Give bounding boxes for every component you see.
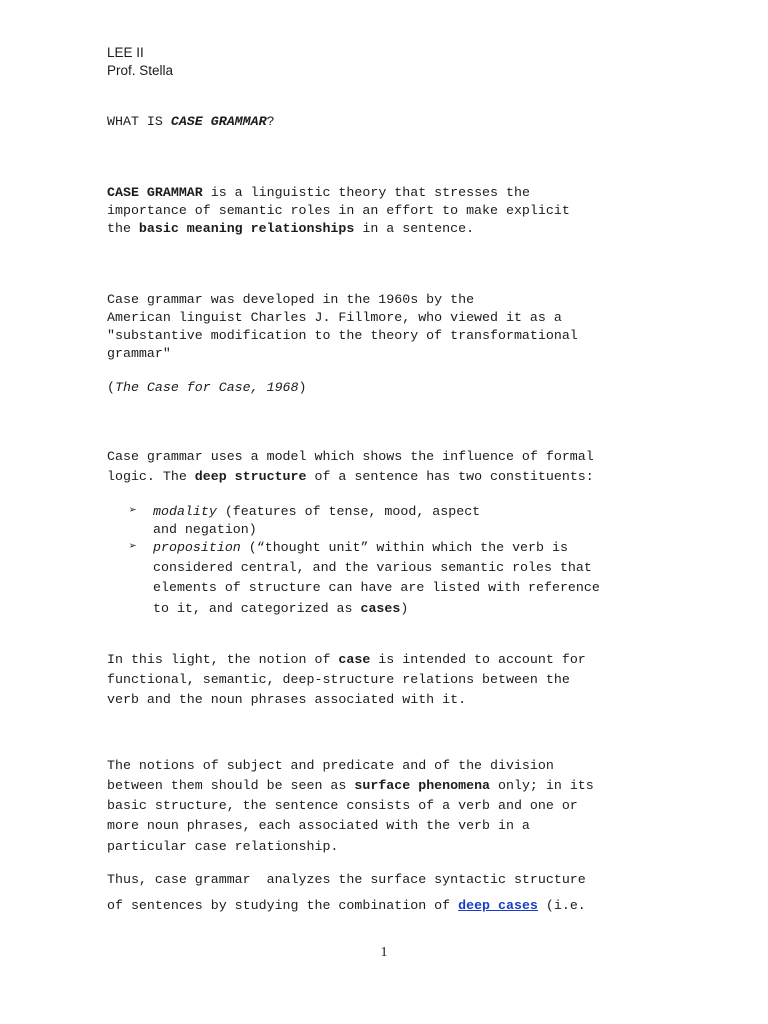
title-emphasis: CASE GRAMMAR	[170, 114, 267, 129]
arrow-bullet-icon: ➢	[129, 503, 137, 518]
arrow-bullet-icon: ➢	[129, 539, 137, 554]
professor-name: Prof. Stella	[107, 63, 174, 78]
course-name: LEE II	[107, 45, 144, 60]
deep-cases-link[interactable]: deep cases	[458, 898, 538, 913]
citation: (The Case for Case, 1968)	[107, 380, 307, 395]
page-number: 1	[380, 945, 388, 960]
document-page: LEE II Prof. Stella WHAT IS CASE GRAMMAR? CASE GRAMMAR is a linguistic theory that stresses the importance of semantic roles in an effort to make explicit the basic meaning relationships in a sentence. Case grammar was developed in the 1960s by the American linguist Charles J. Fillmore, who viewed it as a "substantive modification to the theory of transformational grammar" (The Case for Case, 1968) Case grammar uses a model which shows the influence of formal logic. The deep structure of a sentence has two constituents: ➢ modality (features of tense, mood, aspect and negation) ➢ proposition (“thought unit” within which the verb is considered central, and the various semantic roles that elements of structure can have are listed with reference to it, and categorized as cases) In this light, the notion of case is intended to account for functional, semantic, deep-structure relations between the verb and the noun phrases associated with it. The notions of subject and predicate and of the division between them should be seen as surface phenomena only; in its basic structure, the sentence consists of a verb and one or more noun phrases, each associated with the verb in a particular case relationship. Thus, case grammar analyzes the surface syntactic structure of sentences by studying the combination of deep cases (i.e. 1	[0, 0, 768, 1024]
